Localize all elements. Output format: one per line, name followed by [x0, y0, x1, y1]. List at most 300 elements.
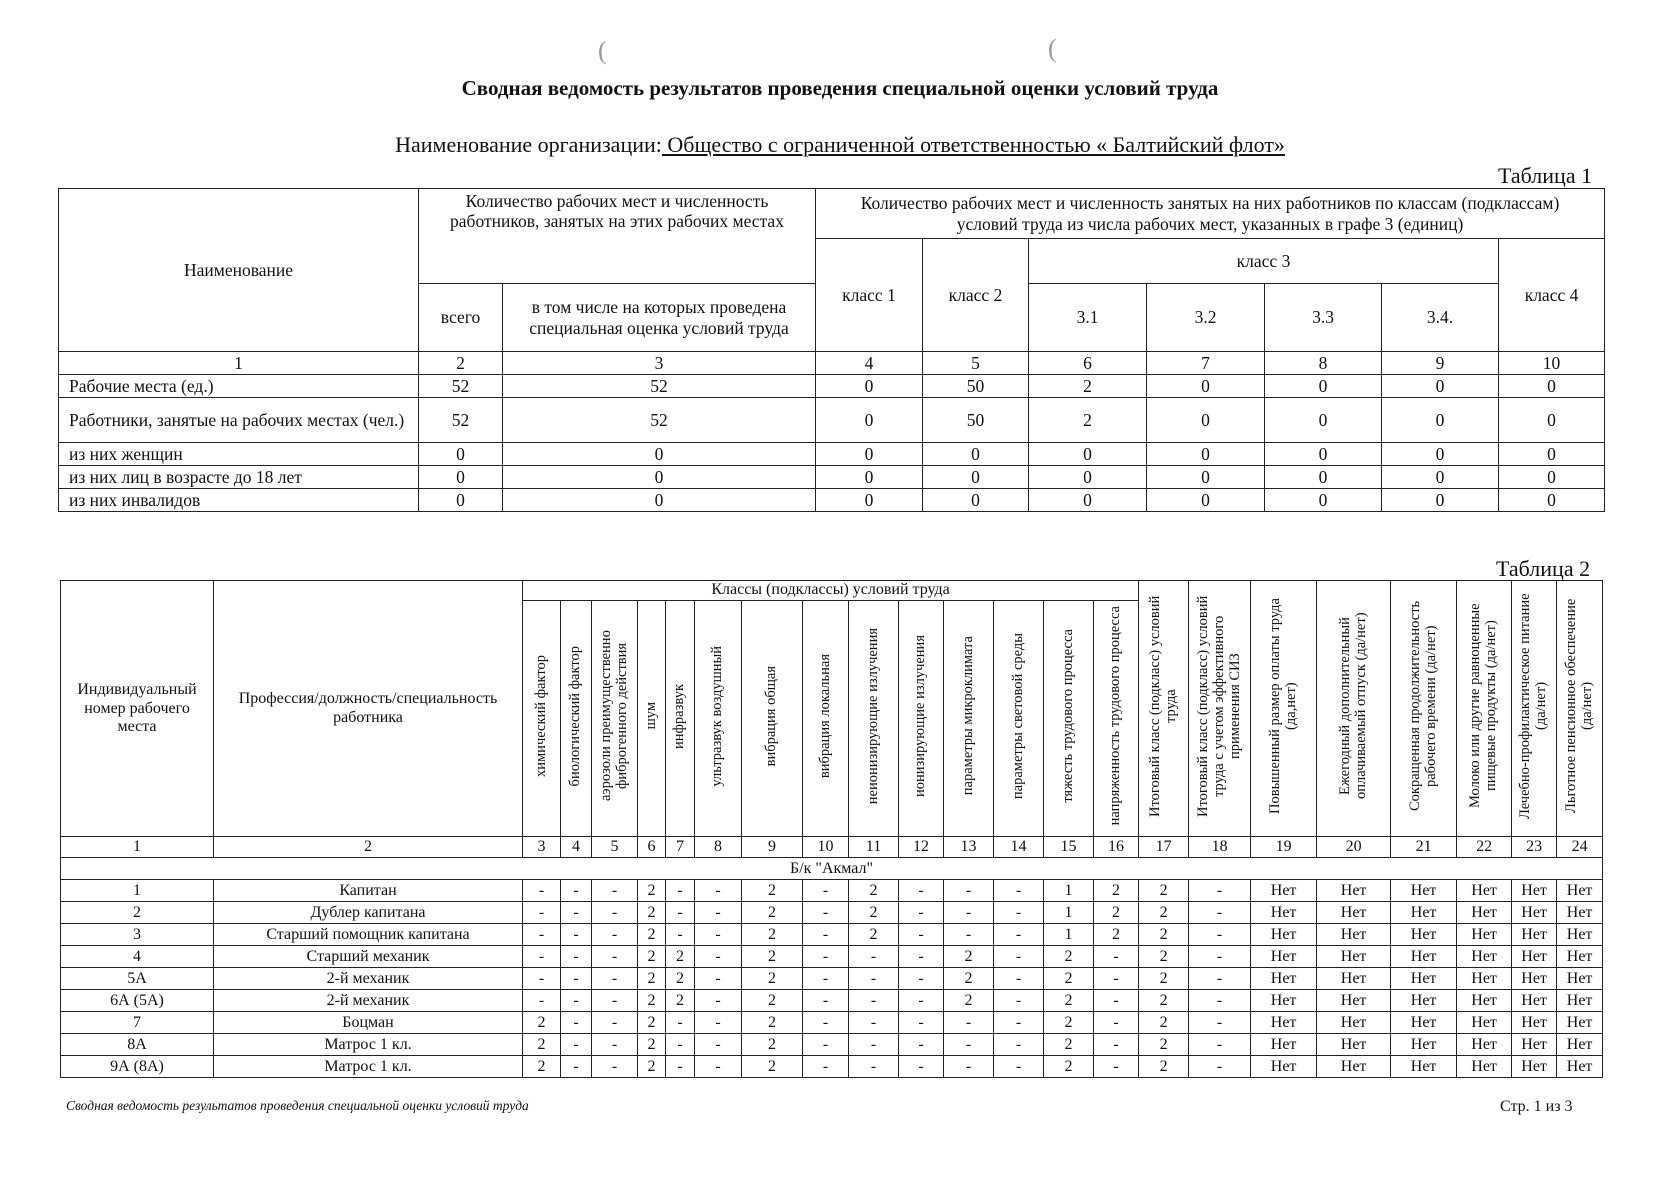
cell-value: - [1189, 902, 1251, 924]
cell-value: 2 [742, 1012, 803, 1034]
cell-value: 0 [923, 489, 1029, 512]
cell-value: - [849, 946, 899, 968]
column-number: 10 [1499, 352, 1605, 375]
cell-value: 2 [1044, 1034, 1094, 1056]
cell-value: 0 [1382, 398, 1499, 443]
column-number: 5 [923, 352, 1029, 375]
column-number: 15 [1044, 837, 1094, 858]
header-extra [1251, 581, 1317, 837]
cell-value: Нет [1457, 1056, 1512, 1078]
cell-value: - [944, 880, 994, 902]
cell-value: 2 [1139, 946, 1189, 968]
cell-value: 0 [1265, 443, 1382, 466]
cell-value: 0 [1147, 466, 1265, 489]
cell-value: 2 [1094, 880, 1139, 902]
cell-value: 2 [523, 1034, 561, 1056]
cell-value: 50 [923, 398, 1029, 443]
profession: Старший механик [214, 946, 523, 968]
cell-value: 0 [1147, 398, 1265, 443]
organization-name: Общество с ограниченной ответственностью « Балтийский флот» [661, 132, 1285, 157]
column-number: 6 [1029, 352, 1147, 375]
cell-value: 0 [1147, 375, 1265, 398]
cell-value: Нет [1557, 880, 1603, 902]
cell-value: - [666, 924, 695, 946]
header-factor-label: аэрозоли преимущественно фиброгенного действия [597, 630, 630, 802]
cell-value: 2 [742, 946, 803, 968]
cell-value: - [849, 1034, 899, 1056]
cell-value: Нет [1317, 924, 1391, 946]
cell-value: 2 [1029, 398, 1147, 443]
cell-value: - [592, 1034, 638, 1056]
cell-value: - [994, 1034, 1044, 1056]
column-number: 8 [695, 837, 742, 858]
cell-value: - [803, 880, 849, 902]
table-row [61, 1034, 1603, 1056]
cell-value: - [1094, 1056, 1139, 1078]
cell-value: 2 [742, 880, 803, 902]
cell-value: - [944, 1012, 994, 1034]
cell-value: - [523, 880, 561, 902]
header-extra-label: Сокращенная продолжительность рабочего времени (да/нет) [1406, 600, 1439, 812]
cell-value: 0 [503, 466, 816, 489]
cell-value: Нет [1557, 924, 1603, 946]
cell-value: - [592, 946, 638, 968]
header-class4: класс 4 [1499, 239, 1605, 352]
cell-value: 2 [849, 902, 899, 924]
cell-value: - [1189, 968, 1251, 990]
column-number: 18 [1189, 837, 1251, 858]
cell-value: Нет [1512, 902, 1557, 924]
cell-value: - [561, 880, 592, 902]
column-number: 12 [899, 837, 944, 858]
cell-value: - [994, 990, 1044, 1012]
cell-value: 0 [1382, 443, 1499, 466]
cell-value: - [1094, 1012, 1139, 1034]
workplace-id: 2 [61, 902, 214, 924]
cell-value: 0 [1029, 466, 1147, 489]
header-class3-2: 3.2 [1147, 284, 1265, 352]
cell-value: - [849, 990, 899, 1012]
header-extra [1391, 581, 1457, 837]
workplace-id: 3 [61, 924, 214, 946]
cell-value: 2 [1044, 946, 1094, 968]
cell-value: 0 [503, 443, 816, 466]
column-number: 11 [849, 837, 899, 858]
table-row [61, 880, 1603, 902]
header-name: Наименование [59, 189, 419, 352]
column-number: 3 [523, 837, 561, 858]
cell-value: 2 [638, 1056, 666, 1078]
cell-value: - [523, 924, 561, 946]
table-row [61, 990, 1603, 1012]
header-factor [561, 601, 592, 837]
column-number: 7 [1147, 352, 1265, 375]
cell-value: 2 [1139, 968, 1189, 990]
cell-value: Нет [1391, 1056, 1457, 1078]
table-row [59, 398, 1605, 443]
cell-value: 0 [816, 443, 923, 466]
header-factor-label: ультразвук воздушный [709, 645, 726, 787]
header-factor-label: химический фактор [532, 655, 549, 777]
cell-value: Нет [1317, 1056, 1391, 1078]
cell-value: - [944, 902, 994, 924]
cell-value: 2 [638, 1034, 666, 1056]
cell-value: 0 [923, 466, 1029, 489]
column-number: 4 [816, 352, 923, 375]
cell-value: - [561, 946, 592, 968]
header-factor-label: тяжесть трудового процесса [1059, 629, 1076, 803]
cell-value: 2 [742, 968, 803, 990]
cell-value: 2 [523, 1012, 561, 1034]
column-number: 14 [994, 837, 1044, 858]
cell-value: - [561, 902, 592, 924]
column-number-row [59, 352, 1605, 375]
cell-value: 0 [1499, 466, 1605, 489]
header-factor [849, 601, 899, 837]
cell-value: - [899, 946, 944, 968]
table-row [61, 924, 1603, 946]
cell-value: - [803, 968, 849, 990]
cell-value: 0 [1265, 489, 1382, 512]
cell-value: - [523, 968, 561, 990]
cell-value: 0 [1265, 398, 1382, 443]
header-factor-label: параметры микроклимата [959, 636, 976, 796]
column-number: 22 [1457, 837, 1512, 858]
footer-caption: Сводная ведомость результатов проведения специальной оценки условий труда [66, 1098, 529, 1113]
cell-value: Нет [1251, 1056, 1317, 1078]
column-number: 6 [638, 837, 666, 858]
cell-value: 0 [816, 398, 923, 443]
cell-value: - [561, 968, 592, 990]
cell-value: 0 [816, 375, 923, 398]
cell-value: - [695, 1012, 742, 1034]
document-title: Сводная ведомость результатов проведения специальной оценки условий труда [461, 76, 1219, 100]
organization-label: Наименование организации: [395, 132, 662, 157]
row-name: Работники, занятые на рабочих местах (чел.) [59, 398, 419, 443]
header-profession: Профессия/должность/специальность работника [214, 581, 523, 837]
cell-value: Нет [1251, 968, 1317, 990]
header-class2: класс 2 [923, 239, 1029, 352]
cell-value: Нет [1512, 924, 1557, 946]
header-factor [666, 601, 695, 837]
cell-value: - [994, 902, 1044, 924]
cell-value: 0 [1029, 489, 1147, 512]
workplace-id: 8А [61, 1034, 214, 1056]
column-number: 4 [561, 837, 592, 858]
cell-value: Нет [1557, 990, 1603, 1012]
cell-value: - [944, 1056, 994, 1078]
cell-value: 2 [1044, 1012, 1094, 1034]
header-factor [742, 601, 803, 837]
header-factor-label: неионизирующие излучения [864, 627, 881, 805]
cell-value: - [849, 1012, 899, 1034]
cell-value: Нет [1317, 902, 1391, 924]
column-number: 23 [1512, 837, 1557, 858]
cell-value: - [899, 1056, 944, 1078]
cell-value: 0 [1382, 466, 1499, 489]
cell-value: 0 [1265, 466, 1382, 489]
table-row [61, 902, 1603, 924]
cell-value: Нет [1512, 880, 1557, 902]
cell-value: Нет [1557, 1034, 1603, 1056]
cell-value: 2 [666, 990, 695, 1012]
header-class1: класс 1 [816, 239, 923, 352]
cell-value: 2 [1094, 924, 1139, 946]
cell-value: - [695, 946, 742, 968]
cell-value: Нет [1317, 880, 1391, 902]
cell-value: 0 [1147, 489, 1265, 512]
header-factor-label: шум [642, 702, 659, 730]
column-number: 9 [742, 837, 803, 858]
header-factor-label: напряженность трудового процесса [1107, 606, 1124, 826]
cell-value: - [561, 990, 592, 1012]
header-group-b: Количество рабочих мест и численность занятых на них работников по классам (подклассам) условий труда из числа рабочих мест, указанных в графе 3 (единиц) [816, 189, 1605, 239]
table-row [59, 489, 1605, 512]
cell-value: 0 [1499, 443, 1605, 466]
cell-value: 2 [1139, 1056, 1189, 1078]
row-name: из них женщин [59, 443, 419, 466]
cell-value: 2 [1139, 880, 1189, 902]
cell-value: 0 [1499, 375, 1605, 398]
cell-value: - [1094, 1034, 1139, 1056]
cell-value: Нет [1251, 902, 1317, 924]
column-number: 5 [592, 837, 638, 858]
cell-value: - [561, 1012, 592, 1034]
table-row [59, 443, 1605, 466]
cell-value: Нет [1391, 990, 1457, 1012]
cell-value: Нет [1391, 1012, 1457, 1034]
section-vessel: Б/к "Акмал" [61, 858, 1603, 880]
header-factor-label: вибрация локальная [816, 653, 833, 779]
cell-value: 2 [944, 968, 994, 990]
cell-value: - [666, 1056, 695, 1078]
cell-value: Нет [1317, 1012, 1391, 1034]
organization-line [0, 132, 1680, 158]
cell-value: 1 [1044, 902, 1094, 924]
cell-value: 2 [638, 880, 666, 902]
header-assessed: в том числе на которых проведена специальная оценка условий труда [503, 284, 816, 352]
cell-value: - [592, 880, 638, 902]
page-number: Стр. 1 из 3 [1500, 1098, 1573, 1115]
cell-value: - [899, 1034, 944, 1056]
cell-value: 52 [503, 398, 816, 443]
profession: Матрос 1 кл. [214, 1056, 523, 1078]
cell-value: 2 [1044, 990, 1094, 1012]
header-factor [803, 601, 849, 837]
cell-value: Нет [1557, 1012, 1603, 1034]
cell-value: Нет [1251, 924, 1317, 946]
cell-value: Нет [1512, 990, 1557, 1012]
column-number-row [61, 837, 1603, 858]
row-name: из них инвалидов [59, 489, 419, 512]
cell-value: Нет [1557, 902, 1603, 924]
header-factor-label: ионизирующие излучения [912, 634, 929, 798]
cell-value: Нет [1251, 1012, 1317, 1034]
cell-value: Нет [1391, 946, 1457, 968]
cell-value: - [666, 1012, 695, 1034]
cell-value: Нет [1317, 990, 1391, 1012]
cell-value: - [899, 924, 944, 946]
header-factor-label: биологический фактор [567, 645, 584, 787]
cell-value: - [1094, 946, 1139, 968]
cell-value: - [899, 880, 944, 902]
header-extra [1512, 581, 1557, 837]
cell-value: 0 [1499, 489, 1605, 512]
cell-value: Нет [1251, 880, 1317, 902]
cell-value: - [849, 1056, 899, 1078]
header-class3-4: 3.4. [1382, 284, 1499, 352]
cell-value: Нет [1512, 1034, 1557, 1056]
cell-value: 0 [419, 466, 503, 489]
cell-value: 0 [816, 489, 923, 512]
cell-value: - [666, 902, 695, 924]
column-number: 1 [59, 352, 419, 375]
cell-value: - [523, 946, 561, 968]
cell-value: 2 [1139, 1012, 1189, 1034]
column-number: 3 [503, 352, 816, 375]
cell-value: - [592, 902, 638, 924]
cell-value: - [1094, 990, 1139, 1012]
cell-value: - [1189, 1034, 1251, 1056]
table1-label: Таблица 1 [1498, 163, 1593, 188]
cell-value: - [944, 1034, 994, 1056]
column-number: 8 [1265, 352, 1382, 375]
cell-value: Нет [1457, 1034, 1512, 1056]
cell-value: 0 [1147, 443, 1265, 466]
profession: Боцман [214, 1012, 523, 1034]
row-name: Рабочие места (ед.) [59, 375, 419, 398]
header-extra-label: Итоговый класс (подкласс) условий труда [1146, 595, 1179, 817]
cell-value: Нет [1457, 946, 1512, 968]
header-extra [1557, 581, 1603, 837]
cell-value: 2 [944, 990, 994, 1012]
cell-value: 0 [1029, 443, 1147, 466]
cell-value: - [803, 990, 849, 1012]
cell-value: Нет [1391, 880, 1457, 902]
cell-value: 0 [1382, 489, 1499, 512]
header-group-a: Количество рабочих мест и численность работников, занятых на этих рабочих местах [419, 189, 816, 284]
header-factor-label: параметры световой среды [1009, 632, 1026, 800]
cell-value: 2 [638, 990, 666, 1012]
column-number: 7 [666, 837, 695, 858]
cell-value: - [561, 1056, 592, 1078]
profession: Старший помощник капитана [214, 924, 523, 946]
column-number: 2 [214, 837, 523, 858]
cell-value: - [803, 1034, 849, 1056]
cell-value: 2 [666, 968, 695, 990]
cell-value: - [899, 968, 944, 990]
cell-value: Нет [1317, 968, 1391, 990]
header-extra-label: Ежегодный дополнительный оплачиваемый отпуск (да/нет) [1336, 612, 1369, 800]
header-factor [944, 601, 994, 837]
cell-value: - [695, 1056, 742, 1078]
cell-value: - [1189, 946, 1251, 968]
cell-value: Нет [1251, 946, 1317, 968]
cell-value: - [899, 990, 944, 1012]
column-number: 10 [803, 837, 849, 858]
table2 [60, 580, 1603, 1078]
cell-value: - [994, 924, 1044, 946]
profession: 2-й механик [214, 990, 523, 1012]
cell-value: Нет [1391, 902, 1457, 924]
cell-value: 52 [419, 398, 503, 443]
cell-value: Нет [1557, 968, 1603, 990]
cell-value: - [695, 880, 742, 902]
header-factor [899, 601, 944, 837]
cell-value: 2 [1139, 990, 1189, 1012]
cell-value: 2 [1139, 924, 1189, 946]
cell-value: Нет [1512, 1012, 1557, 1034]
column-number: 19 [1251, 837, 1317, 858]
table-row [61, 968, 1603, 990]
header-factor-label: инфразвук [671, 683, 688, 749]
cell-value: - [994, 1012, 1044, 1034]
header-workplace-id: Индивидуальный номер рабочего места [61, 581, 214, 837]
cell-value: - [695, 902, 742, 924]
cell-value: 2 [638, 946, 666, 968]
header-extra [1457, 581, 1512, 837]
header-factor [695, 601, 742, 837]
cell-value: 50 [923, 375, 1029, 398]
cell-value: Нет [1317, 946, 1391, 968]
cell-value: - [899, 902, 944, 924]
cell-value: Нет [1557, 1056, 1603, 1078]
cell-value: 2 [1139, 1034, 1189, 1056]
cell-value: Нет [1391, 1034, 1457, 1056]
cell-value: 0 [816, 466, 923, 489]
punch-mark: ( [598, 36, 607, 65]
header-extra-label: Льготное пенсионное обеспечение (да/нет) [1562, 598, 1595, 814]
cell-value: - [1094, 968, 1139, 990]
cell-value: 2 [742, 1056, 803, 1078]
cell-value: Нет [1391, 968, 1457, 990]
header-factor-label: вибрация общая [763, 665, 780, 767]
punch-mark: ( [1048, 34, 1057, 63]
cell-value: 0 [419, 489, 503, 512]
cell-value: Нет [1457, 924, 1512, 946]
column-number: 21 [1391, 837, 1457, 858]
cell-value: - [994, 880, 1044, 902]
table2-label: Таблица 2 [1496, 556, 1591, 581]
cell-value: 0 [1265, 375, 1382, 398]
column-number: 17 [1139, 837, 1189, 858]
cell-value: - [803, 1056, 849, 1078]
cell-value: - [849, 968, 899, 990]
table-row [59, 466, 1605, 489]
column-number: 13 [944, 837, 994, 858]
cell-value: - [1189, 1012, 1251, 1034]
cell-value: - [803, 1012, 849, 1034]
workplace-id: 7 [61, 1012, 214, 1034]
header-factor [994, 601, 1044, 837]
cell-value: - [561, 1034, 592, 1056]
cell-value: 2 [1139, 902, 1189, 924]
cell-value: Нет [1457, 968, 1512, 990]
cell-value: - [899, 1012, 944, 1034]
cell-value: 2 [638, 1012, 666, 1034]
cell-value: 0 [923, 443, 1029, 466]
header-factor [1094, 601, 1139, 837]
cell-value: Нет [1457, 880, 1512, 902]
cell-value: 2 [523, 1056, 561, 1078]
header-total: всего [419, 284, 503, 352]
column-number: 20 [1317, 837, 1391, 858]
row-name: из них лиц в возрасте до 18 лет [59, 466, 419, 489]
cell-value: - [592, 1056, 638, 1078]
cell-value: - [695, 924, 742, 946]
cell-value: 0 [1499, 398, 1605, 443]
column-number: 24 [1557, 837, 1603, 858]
